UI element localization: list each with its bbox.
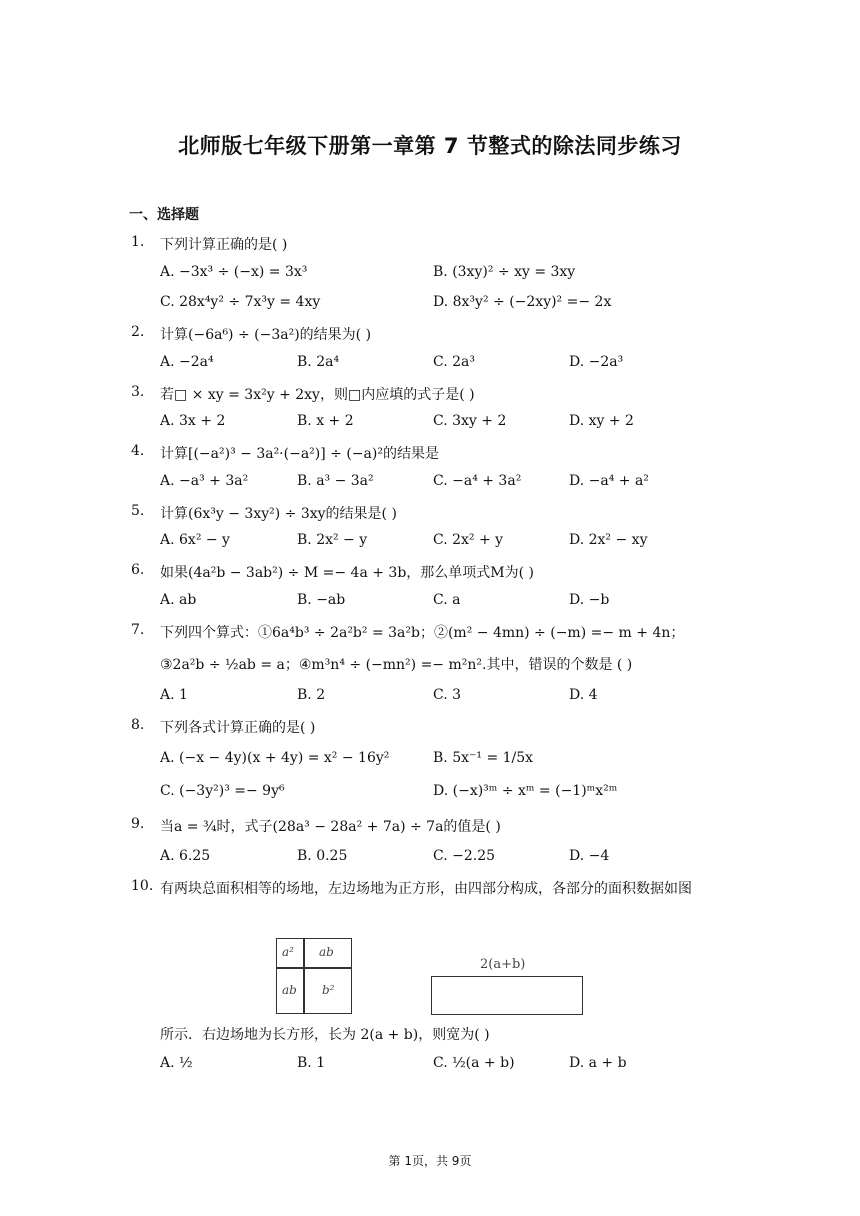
option-c: C. −a⁴ + 3a²: [433, 473, 522, 489]
question-stem: 下列计算正确的是( ): [160, 237, 288, 253]
divider: [277, 967, 351, 969]
page-footer: 第 1页，共 9页: [388, 1154, 472, 1168]
section-heading: 一、选择题: [129, 207, 199, 223]
cell-label: b²: [322, 983, 335, 997]
option-b: B. 2: [297, 687, 326, 703]
option-d: D. xy + 2: [569, 413, 634, 429]
option-a: A. −2a⁴: [160, 354, 214, 370]
option-a: A. ab: [160, 592, 197, 608]
option-b: B. 5x⁻¹ = 1/5x: [433, 750, 534, 766]
option-a: A. 6.25: [160, 848, 211, 864]
option-b: B. −ab: [297, 592, 346, 608]
cell-label: a²: [282, 945, 294, 959]
option-d: D. −a⁴ + a²: [569, 473, 649, 489]
question-stem: 下列四个算式：①6a⁴b³ ÷ 2a²b² = 3a²b；②(m² − 4mn) ÷ (−m) =− m + 4n；: [160, 625, 685, 641]
option-c: C. ½(a + b): [433, 1055, 515, 1071]
question-stem: 计算(−6a⁶) ÷ (−3a²)的结果为( ): [160, 327, 372, 343]
option-c: C. a: [433, 592, 461, 608]
question-number: 1.: [131, 234, 145, 250]
option-b: B. x + 2: [297, 413, 354, 429]
option-c: C. (−3y²)³ =− 9y⁶: [160, 783, 285, 799]
question-number: 8.: [131, 717, 145, 733]
question-number: 4.: [131, 443, 145, 459]
option-b: B. a³ − 3a²: [297, 473, 374, 489]
option-a: A. ½: [160, 1055, 193, 1071]
question-number: 3.: [131, 384, 145, 400]
divider: [303, 939, 305, 1013]
option-d: D. −4: [569, 848, 610, 864]
page-title: 北师版七年级下册第一章第 7 节整式的除法同步练习: [178, 134, 682, 158]
question-stem: 有两块总面积相等的场地，左边场地为正方形，由四部分构成，各部分的面积数据如图: [160, 881, 692, 897]
question-number: 6.: [131, 562, 145, 578]
option-b: B. 1: [297, 1055, 326, 1071]
question-number: 2.: [131, 324, 145, 340]
option-c: C. 3xy + 2: [433, 413, 507, 429]
option-c: C. −2.25: [433, 848, 496, 864]
option-a: A. 3x + 2: [160, 413, 226, 429]
question-number: 10.: [131, 878, 154, 894]
rectangle-length-label: 2(a+b): [480, 957, 526, 972]
option-d: D. a + b: [569, 1055, 627, 1071]
rectangle-field-figure: [431, 976, 583, 1015]
question-stem: 下列各式计算正确的是( ): [160, 720, 316, 736]
cell-label: ab: [319, 945, 334, 959]
question-stem: 计算[(−a²)³ − 3a²·(−a²)] ÷ (−a)²的结果是: [160, 446, 439, 462]
question-stem: 若□ × xy = 3x²y + 2xy，则□内应填的式子是( ): [160, 387, 475, 403]
option-a: A. 6x² − y: [160, 532, 230, 548]
option-d: D. −b: [569, 592, 610, 608]
option-c: C. 2a³: [433, 354, 475, 370]
option-a: A. −a³ + 3a²: [160, 473, 249, 489]
option-a: A. (−x − 4y)(x + 4y) = x² − 16y²: [160, 750, 390, 766]
question-stem: 如果(4a²b − 3ab²) ÷ M =− 4a + 3b，那么单项式M为( ): [160, 565, 535, 581]
option-d: D. (−x)³ᵐ ÷ xᵐ = (−1)ᵐx²ᵐ: [433, 783, 618, 799]
question-stem: 当a = ¾时，式子(28a³ − 28a² + 7a) ÷ 7a的值是( ): [160, 819, 501, 835]
question-number: 5.: [131, 503, 145, 519]
option-a: A. 1: [160, 687, 188, 703]
cell-label: ab: [282, 983, 297, 997]
option-c: C. 2x² + y: [433, 532, 504, 548]
option-d: D. 4: [569, 687, 598, 703]
option-c: C. 3: [433, 687, 462, 703]
option-b: B. 0.25: [297, 848, 348, 864]
question-stem-continued: 所示．右边场地为长方形，长为 2(a + b)，则宽为( ): [160, 1027, 490, 1043]
option-b: B. (3xy)² ÷ xy = 3xy: [433, 264, 576, 280]
question-number: 9.: [131, 816, 145, 832]
option-d: D. 8x³y² ÷ (−2xy)² =− 2x: [433, 294, 612, 310]
square-field-figure: [276, 938, 352, 1014]
option-d: D. −2a³: [569, 354, 624, 370]
option-c: C. 28x⁴y² ÷ 7x³y = 4xy: [160, 294, 321, 310]
option-b: B. 2a⁴: [297, 354, 340, 370]
question-stem-continued: ③2a²b ÷ ½ab = a；④m³n⁴ ÷ (−mn²) =− m²n².其中，错误的个数是 ( ): [160, 657, 633, 673]
question-number: 7.: [131, 622, 145, 638]
option-d: D. 2x² − xy: [569, 532, 648, 548]
option-a: A. −3x³ ÷ (−x) = 3x³: [160, 264, 308, 280]
option-b: B. 2x² − y: [297, 532, 368, 548]
question-stem: 计算(6x³y − 3xy²) ÷ 3xy的结果是( ): [160, 506, 397, 522]
